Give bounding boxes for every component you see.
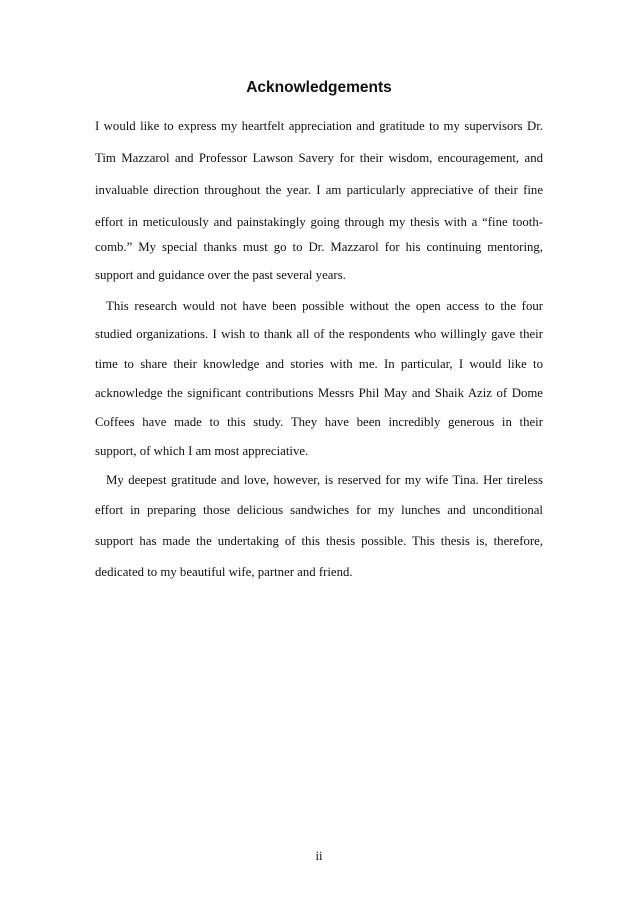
text-line: comb.” My special thanks must go to Dr. Mazzarol for his continuing mentoring, bbox=[95, 240, 543, 254]
text-line: I would like to express my heartfelt appreciation and gratitude to my supervisors Dr. bbox=[95, 119, 543, 133]
text-line: This research would not have been possible without the open access to the four bbox=[106, 299, 543, 313]
text-line: support and guidance over the past several years. bbox=[95, 268, 346, 282]
text-line: Coffees have made to this study. They have been incredibly generous in their bbox=[95, 415, 543, 429]
text-line: Tim Mazzarol and Professor Lawson Savery for their wisdom, encouragement, and bbox=[95, 151, 543, 165]
text-line: studied organizations. I wish to thank all of the respondents who willingly gave their bbox=[95, 327, 543, 341]
page-title: Acknowledgements bbox=[246, 79, 392, 96]
text-line: effort in preparing those delicious sandwiches for my lunches and unconditional bbox=[95, 503, 543, 517]
text-line: invaluable direction throughout the year. I am particularly appreciative of their fine bbox=[95, 183, 543, 197]
text-line: dedicated to my beautiful wife, partner and friend. bbox=[95, 565, 353, 579]
text-line: My deepest gratitude and love, however, is reserved for my wife Tina. Her tireless bbox=[106, 473, 543, 487]
page-number: ii bbox=[315, 849, 323, 863]
text-line: support has made the undertaking of this thesis possible. This thesis is, therefore, bbox=[95, 534, 543, 548]
text-line: time to share their knowledge and stories with me. In particular, I would like to bbox=[95, 357, 543, 371]
text-line: acknowledge the significant contributions Messrs Phil May and Shaik Aziz of Dome bbox=[95, 386, 543, 400]
text-line: support, of which I am most appreciative. bbox=[95, 444, 309, 458]
text-line: effort in meticulously and painstakingly going through my thesis with a “fine tooth- bbox=[95, 215, 543, 229]
